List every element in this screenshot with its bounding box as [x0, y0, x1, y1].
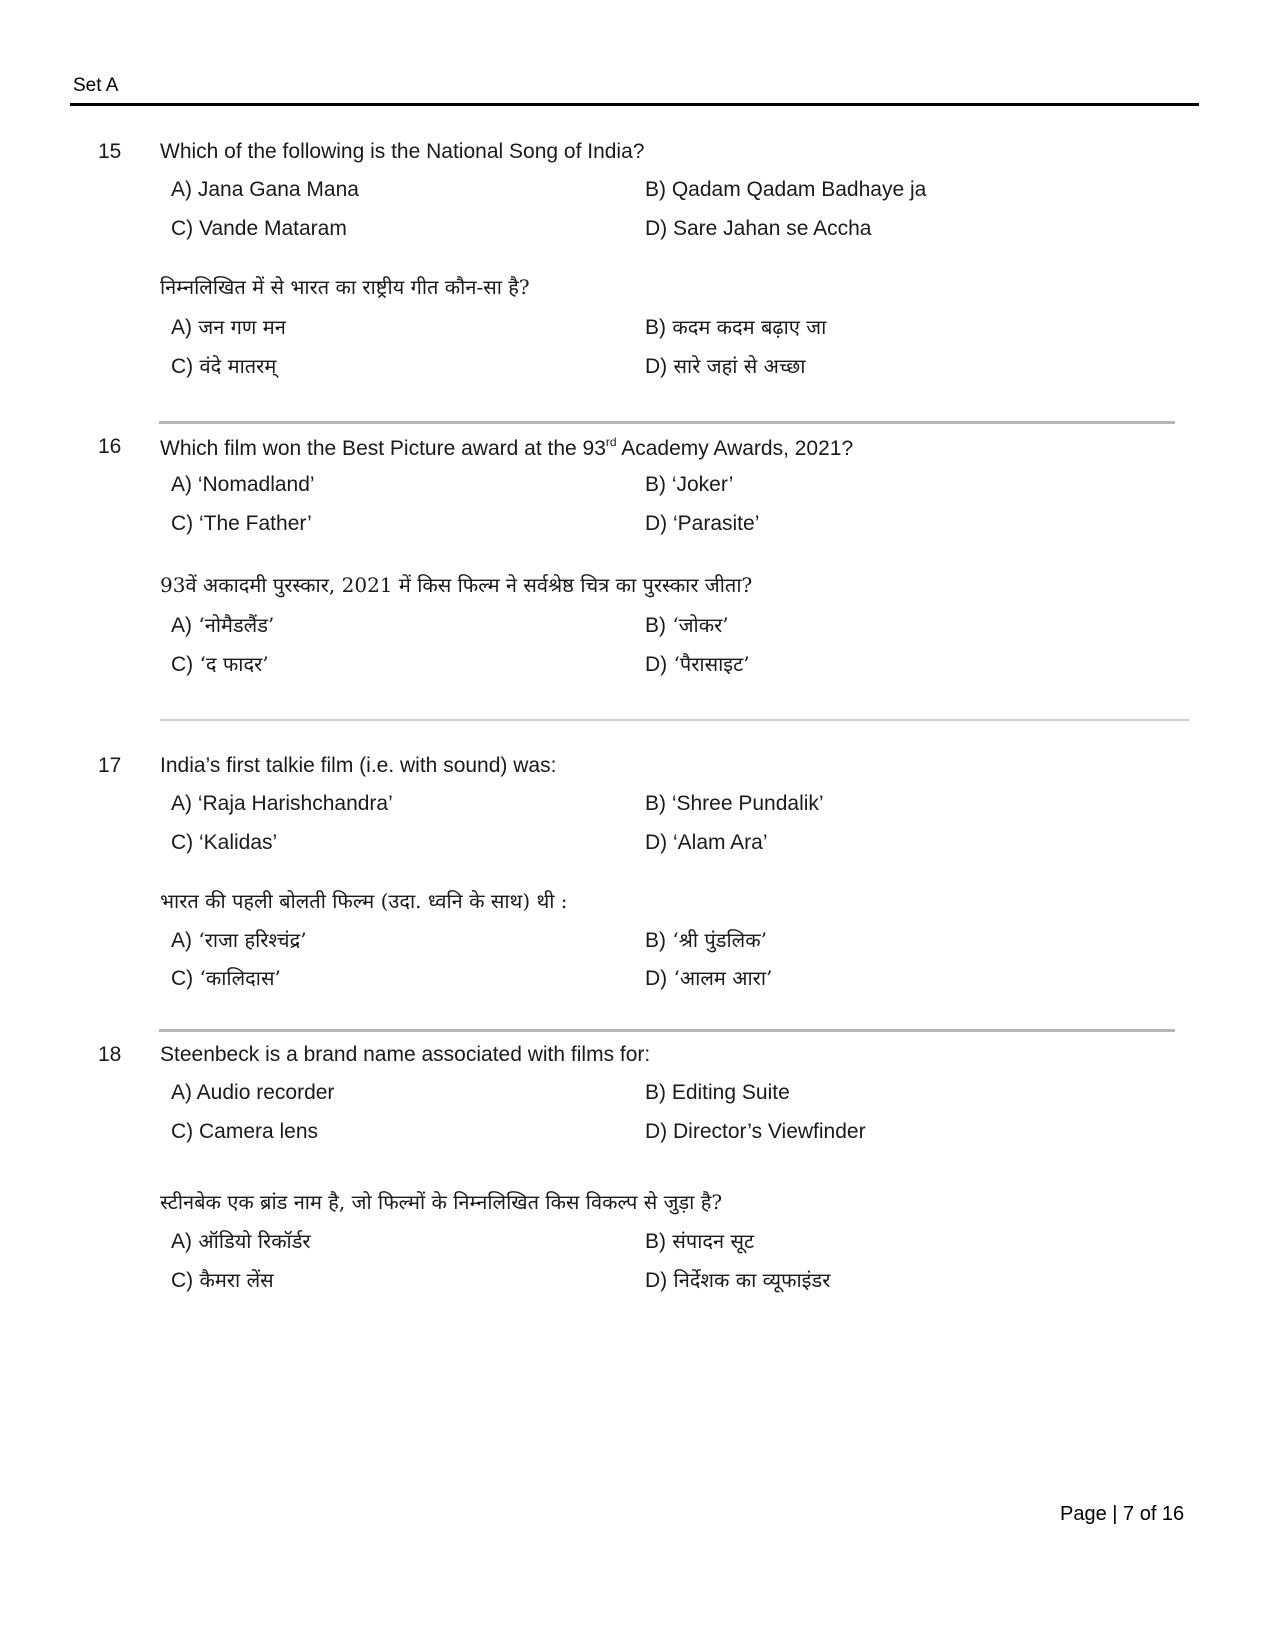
option-c-en: C) ‘Kalidas’ — [171, 831, 278, 854]
option-a-hi: A) ऑडियो रिकॉर्डर — [171, 1229, 311, 1253]
option-c-en: C) Vande Mataram — [171, 217, 347, 240]
question-divider — [159, 421, 1175, 424]
question-divider — [159, 1029, 1175, 1032]
option-d-hi: D) सारे जहां से अच्छा — [645, 354, 806, 378]
option-b-en: B) Qadam Qadam Badhaye ja — [645, 178, 927, 201]
question-text-en: Which of the following is the National Song of India? — [160, 140, 645, 163]
option-b-hi: B) कदम कदम बढ़ाए जा — [645, 315, 827, 339]
option-c-hi: C) ‘द फादर’ — [171, 652, 269, 676]
option-a-hi: A) जन गण मन — [171, 315, 286, 339]
option-b-en: B) ‘Shree Pundalik’ — [645, 792, 824, 815]
question-number: 15 — [98, 140, 122, 163]
option-b-en: B) Editing Suite — [645, 1081, 790, 1104]
option-d-en: D) Director’s Viewfinder — [645, 1120, 866, 1143]
option-c-hi: C) कैमरा लेंस — [171, 1268, 274, 1292]
question-number: 16 — [98, 435, 122, 458]
question-number: 18 — [98, 1043, 122, 1066]
option-a-en: A) Jana Gana Mana — [171, 178, 359, 201]
option-b-hi: B) ‘जोकर’ — [645, 613, 729, 637]
question-text-hi: भारत की पहली बोलती फिल्म (उदा. ध्वनि के साथ) थी : — [160, 889, 568, 913]
header-rule — [70, 103, 1199, 106]
option-b-en: B) ‘Joker’ — [645, 473, 734, 496]
question-text-en: Which film won the Best Picture award at the 93rd Academy Awards, 2021? — [160, 435, 854, 460]
option-d-hi: D) निर्देशक का व्यूफाइंडर — [645, 1268, 831, 1292]
option-a-en: A) ‘Nomadland’ — [171, 473, 315, 496]
option-d-hi: D) ‘पैरासाइट’ — [645, 652, 750, 676]
page-number: Page | 7 of 16 — [1060, 1503, 1185, 1525]
option-a-en: A) ‘Raja Harishchandra’ — [171, 792, 393, 815]
option-d-en: D) Sare Jahan se Accha — [645, 217, 872, 240]
option-d-en: D) ‘Parasite’ — [645, 512, 760, 535]
set-label: Set A — [73, 75, 119, 96]
question-text-hi: 93वें अकादमी पुरस्कार, 2021 में किस फिल्म ने सर्वश्रेष्ठ चित्र का पुरस्कार जीता? — [160, 573, 753, 597]
option-a-hi: A) ‘राजा हरिश्चंद्र’ — [171, 928, 307, 952]
option-a-hi: A) ‘नोमैडलैंड’ — [171, 613, 275, 637]
option-b-hi: B) ‘श्री पुंडलिक’ — [645, 928, 767, 952]
question-text-hi: निम्नलिखित में से भारत का राष्ट्रीय गीत कौन-सा है? — [160, 275, 530, 299]
option-b-hi: B) संपादन सूट — [645, 1229, 755, 1253]
question-text-en: Steenbeck is a brand name associated with films for: — [160, 1043, 651, 1066]
option-a-en: A) Audio recorder — [171, 1081, 335, 1104]
option-c-en: C) Camera lens — [171, 1120, 319, 1143]
option-c-hi: C) ‘कालिदास’ — [171, 966, 281, 990]
question-text-en: India’s first talkie film (i.e. with sound) was: — [160, 754, 557, 777]
option-c-hi: C) वंदे मातरम् — [171, 354, 277, 378]
option-d-hi: D) ‘आलम आरा’ — [645, 966, 773, 990]
option-d-en: D) ‘Alam Ara’ — [645, 831, 768, 854]
question-divider — [160, 719, 1189, 721]
question-number: 17 — [98, 754, 122, 777]
option-c-en: C) ‘The Father’ — [171, 512, 312, 535]
question-text-hi: स्टीनबेक एक ब्रांड नाम है, जो फिल्मों के निम्नलिखित किस विकल्प से जुड़ा है? — [160, 1190, 723, 1214]
